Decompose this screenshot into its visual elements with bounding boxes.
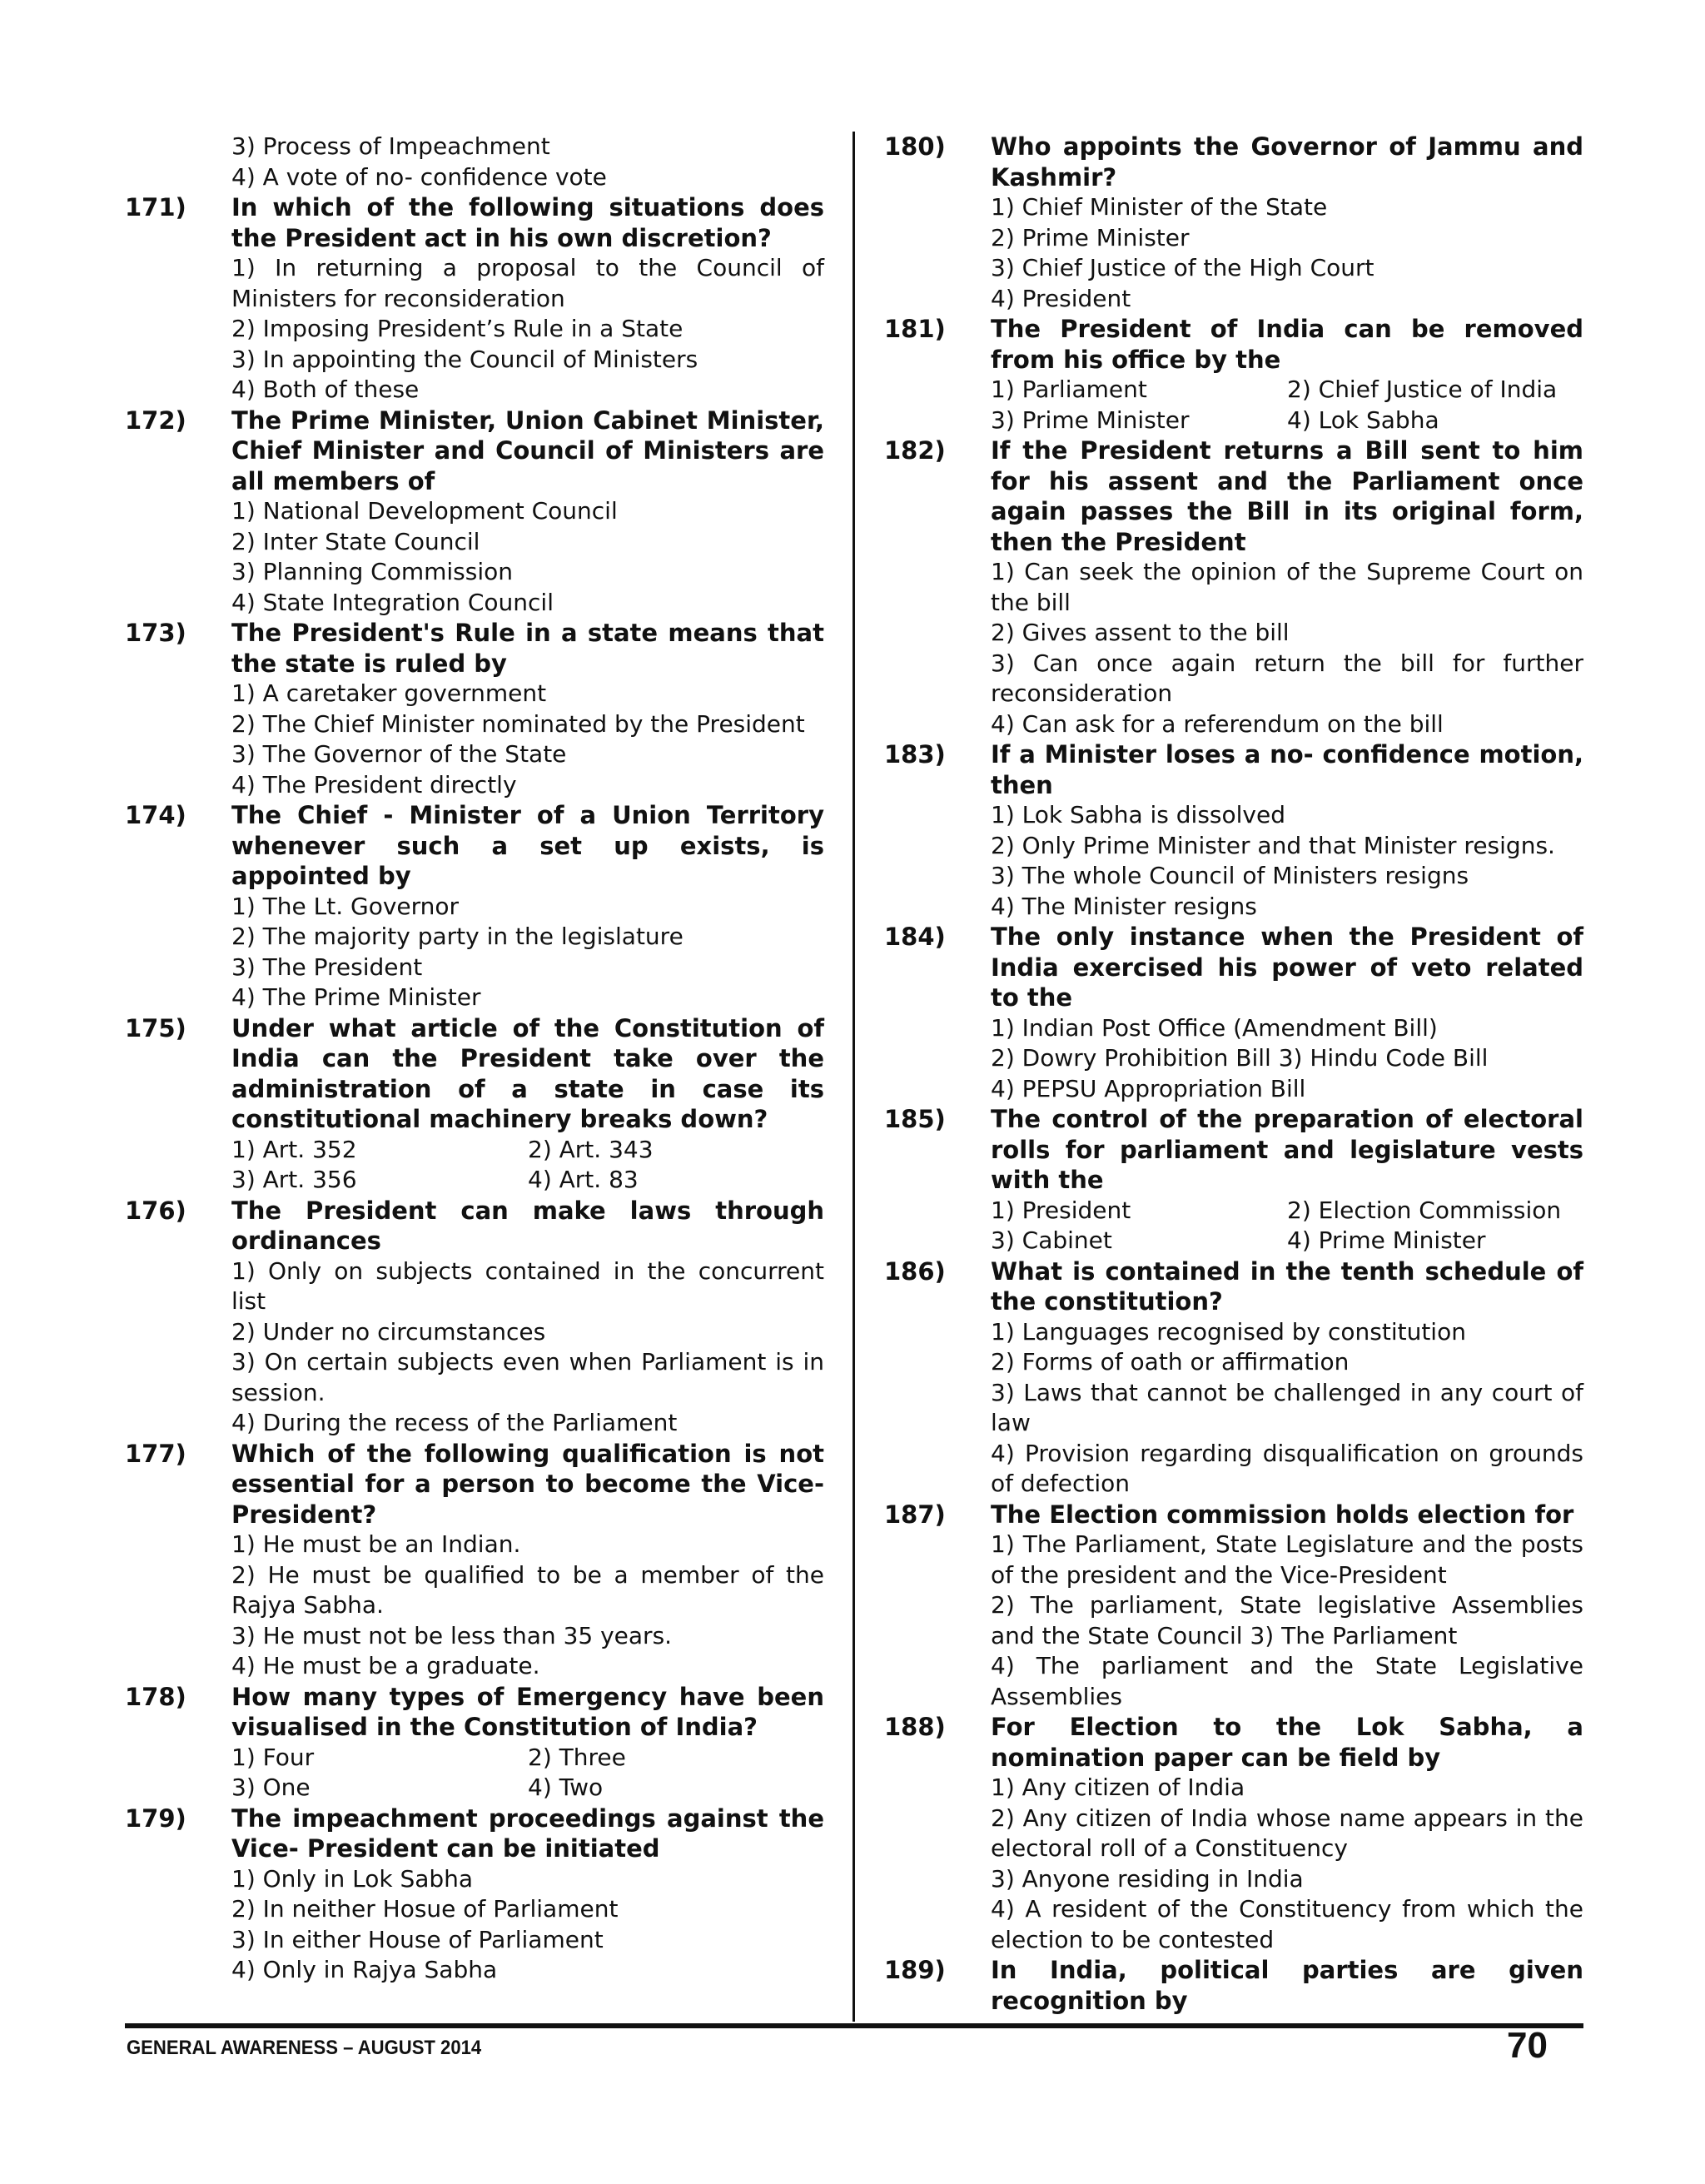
option-text: 3) One [231, 1774, 311, 1801]
option-text: 1) National Development Council [231, 497, 618, 525]
question-block [125, 1439, 824, 1682]
question-number: 176) [125, 1196, 186, 1225]
option-pair-row [231, 1165, 824, 1196]
question-number: 172) [125, 405, 186, 435]
option-text: 1) Only in Lok Sabha [231, 1864, 474, 1893]
question-number: 180) [884, 132, 946, 161]
question-number: 183) [884, 740, 946, 769]
option-text: 4) Art. 83 [528, 1166, 639, 1193]
question-block [125, 1803, 824, 1986]
option-text: 2) Prime Minister [991, 223, 1190, 251]
option-text: 3) In either House of Parliament [231, 1925, 604, 1953]
option-pair-row [991, 405, 1583, 436]
option-text: 3) The President [231, 953, 423, 981]
option-text: 3) Planning Commission [231, 558, 513, 585]
option-text: 3) Art. 356 [231, 1166, 357, 1193]
question-header [125, 192, 824, 253]
question-text: For Election to the Lok Sabha, a nomination paper can be field by [991, 1713, 1583, 1772]
question-block [125, 800, 824, 1013]
question-text: If the President returns a Bill sent to him for his assent and the Parliament once again passes the Bill in its original form, then the President [991, 436, 1583, 556]
option-text: 2) Under no circumstances [231, 1317, 546, 1346]
option-text: 1) Lok Sabha is dissolved [991, 801, 1285, 828]
question-text: Under what article of the Constitution of India can the President take over the administration of a state in case its constitutional machinery breaks down? [231, 1013, 824, 1133]
question-block [125, 192, 824, 405]
option-list [991, 1773, 1583, 1955]
option-text: 2) The parliament, State legislative Assemblies and the State Council 3) The Parliament [991, 1591, 1583, 1649]
option-list [991, 375, 1583, 435]
question-header [125, 618, 824, 679]
option-list [231, 1864, 824, 1986]
option-text: 4) Can ask for a referendum on the bill [991, 709, 1444, 738]
option-text: 1) President [991, 1196, 1131, 1224]
question-text: Who appoints the Governor of Jammu and Kashmir? [991, 132, 1583, 192]
question-header [884, 1955, 1583, 2016]
question-block [884, 435, 1583, 739]
option-text: 4) Lok Sabha [1287, 405, 1439, 434]
option-text: 1) Languages recognised by constitution [991, 1317, 1466, 1346]
question-text: The Chief - Minister of a Union Territory whenever such a set up exists, is appointed by [231, 801, 824, 890]
option-text: 3) In appointing the Council of Ministers [231, 345, 698, 373]
option-list [991, 1317, 1583, 1500]
option-text: 3) Laws that cannot be challenged in any court of law [991, 1378, 1583, 1436]
option-pair-row [231, 1773, 824, 1803]
footer-title: GENERAL AWARENESS – AUGUST 2014 [127, 2037, 482, 2059]
option-text: 4) State Integration Council [231, 588, 554, 616]
question-block [125, 1196, 824, 1439]
option-text: 1) Can seek the opinion of the Supreme Court on the bill [991, 558, 1583, 616]
option-text: 4) Prime Minister [1287, 1226, 1486, 1254]
footer-rule [125, 2023, 1583, 2028]
option-list [231, 496, 824, 618]
option-text: 1) The Lt. Governor [231, 892, 460, 920]
option-text: 3) The whole Council of Ministers resigns [991, 862, 1469, 889]
option-text: 2) Only Prime Minister and that Minister resigns. [991, 831, 1555, 859]
column-divider [852, 132, 855, 2022]
question-block [125, 1682, 824, 1803]
option-list [231, 1743, 824, 1803]
question-header [125, 1682, 824, 1743]
question-header [884, 1104, 1583, 1196]
question-header [884, 1712, 1583, 1773]
question-number: 174) [125, 801, 186, 829]
option-text: 4) Both of these [231, 376, 420, 403]
question-header [884, 1500, 1583, 1530]
option-text: 1) Art. 352 [231, 1135, 357, 1163]
question-header [125, 1803, 824, 1864]
option-list [991, 192, 1583, 314]
option-text: 2) In neither Hosue of Parliament [231, 1895, 619, 1923]
question-number: 189) [884, 1956, 946, 1984]
question-text: The President can make laws through ordinances [231, 1196, 824, 1255]
question-header [884, 1256, 1583, 1317]
question-number: 186) [884, 1256, 946, 1286]
question-header [884, 435, 1583, 557]
carry-over-options [231, 132, 824, 192]
right-column [884, 132, 1583, 2016]
option-list [231, 679, 824, 800]
option-text: 2) Gives assent to the bill [991, 619, 1290, 646]
question-number: 179) [125, 1803, 186, 1833]
question-number: 185) [884, 1105, 946, 1133]
option-text: 1) Indian Post Office (Amendment Bill) [991, 1013, 1438, 1042]
question-text: The control of the preparation of electoral rolls for parliament and legislature vests with the [991, 1105, 1583, 1194]
option-list [991, 1196, 1583, 1256]
option-text: 4) Provision regarding disqualification on grounds of defection [991, 1439, 1583, 1497]
question-block [884, 1256, 1583, 1500]
option-list [231, 892, 824, 1013]
option-text: 1) Any citizen of India [991, 1774, 1245, 1801]
question-number: 182) [884, 436, 946, 465]
question-header [884, 922, 1583, 1013]
option-list [991, 1530, 1583, 1712]
question-number: 178) [125, 1682, 186, 1711]
option-text: 1) In returning a proposal to the Council of Ministers for reconsideration [231, 254, 824, 312]
option-text: 4) Two [528, 1774, 604, 1801]
option-text: 2) Three [528, 1743, 626, 1771]
option-text: 3) On certain subjects even when Parliament is in session. [231, 1348, 824, 1406]
option-pair-row [231, 1135, 824, 1166]
option-text: 4) He must be a graduate. [231, 1652, 540, 1679]
option-text: 1) Chief Minister of the State [991, 193, 1328, 221]
option-text: 1) He must be an Indian. [231, 1530, 521, 1558]
option-list [991, 557, 1583, 739]
page-number: 70 [1507, 2025, 1548, 2066]
question-text: In which of the following situations does the President act in his own discretion? [231, 193, 824, 252]
question-text: The President of India can be removed from his office by the [991, 315, 1583, 374]
question-number: 175) [125, 1013, 186, 1042]
option-text: 1) The Parliament, State Legislature and the posts of the president and the Vice-President [991, 1530, 1583, 1589]
option-text: 3) Can once again return the bill for further reconsideration [991, 649, 1583, 707]
option-list [231, 1530, 824, 1682]
option-text: 3) He must not be less than 35 years. [231, 1621, 673, 1649]
question-block [884, 739, 1583, 922]
question-text: What is contained in the tenth schedule of the constitution? [991, 1256, 1583, 1316]
option-text: 4) During the recess of the Parliament [231, 1409, 678, 1436]
option-text: 4) PEPSU Appropriation Bill [991, 1074, 1306, 1102]
question-block [884, 1712, 1583, 1955]
option-text: 3) Chief Justice of the High Court [991, 254, 1374, 281]
option-text: 4) A vote of no- confidence vote [231, 162, 607, 191]
question-block [884, 132, 1583, 314]
left-column [125, 132, 824, 1986]
question-text: The Prime Minister, Union Cabinet Minister, Chief Minister and Council of Ministers are all members of [231, 405, 824, 495]
option-text: 4) A resident of the Constituency from which the election to be contested [991, 1895, 1583, 1953]
option-text: 3) The Governor of the State [231, 740, 567, 768]
question-block [884, 922, 1583, 1104]
question-text: The impeachment proceedings against the Vice- President can be initiated [231, 1803, 824, 1863]
option-text: 1) Only on subjects contained in the concurrent list [231, 1256, 824, 1315]
question-block [125, 405, 824, 619]
option-list [991, 800, 1583, 922]
question-number: 184) [884, 923, 946, 951]
option-text: 1) Four [231, 1743, 315, 1771]
option-text: 1) Parliament [991, 376, 1147, 403]
option-text: 2) Dowry Prohibition Bill 3) Hindu Code Bill [991, 1044, 1489, 1072]
option-text: 1) A caretaker government [231, 679, 547, 707]
question-block [884, 1500, 1583, 1713]
option-text: 3) Process of Impeachment [231, 132, 550, 160]
option-text: 4) The Minister resigns [991, 892, 1257, 920]
question-text: The only instance when the President of India exercised his power of veto related to the [991, 923, 1583, 1012]
question-text: Which of the following qualification is not essential for a person to become the Vice-President? [231, 1439, 824, 1529]
option-text: 2) He must be qualified to be a member of the Rajya Sabha. [231, 1560, 824, 1619]
option-text: 4) Only in Rajya Sabha [231, 1956, 498, 1983]
question-text: How many types of Emergency have been visualised in the Constitution of India? [231, 1682, 824, 1741]
option-pair-row [991, 1226, 1583, 1256]
option-text: 3) Prime Minister [991, 405, 1190, 434]
question-text: In India, political parties are given recognition by [991, 1956, 1583, 2015]
option-text: 3) Cabinet [991, 1226, 1112, 1254]
option-text: 2) Any citizen of India whose name appears in the electoral roll of a Constituency [991, 1803, 1583, 1862]
question-number: 173) [125, 619, 186, 647]
question-header [125, 1013, 824, 1135]
option-text: 2) Chief Justice of India [1287, 376, 1558, 403]
question-text: The Election commission holds election for [991, 1500, 1574, 1529]
option-list [231, 1135, 824, 1196]
question-header [884, 739, 1583, 800]
question-number: 187) [884, 1500, 946, 1529]
question-number: 188) [884, 1713, 946, 1741]
question-number: 177) [125, 1439, 186, 1468]
option-list [991, 1013, 1583, 1105]
option-text: 2) The Chief Minister nominated by the President [231, 709, 805, 738]
option-text: 2) Art. 343 [528, 1135, 654, 1163]
option-text: 2) Forms of oath or affirmation [991, 1348, 1350, 1376]
option-text: 4) The President directly [231, 770, 517, 798]
question-text: The President's Rule in a state means that the state is ruled by [231, 619, 824, 678]
option-pair-row [991, 1196, 1583, 1226]
option-text: 2) Election Commission [1287, 1196, 1562, 1224]
question-block [125, 1013, 824, 1196]
question-header [884, 132, 1583, 192]
option-text: 2) Inter State Council [231, 527, 480, 555]
option-text: 3) Anyone residing in India [991, 1864, 1304, 1893]
option-text: 2) Imposing President’s Rule in a State [231, 315, 683, 342]
option-text: 4) President [991, 284, 1131, 312]
question-block [884, 314, 1583, 435]
question-header [125, 800, 824, 892]
question-header [125, 1439, 824, 1530]
question-number: 171) [125, 193, 186, 221]
question-header [125, 405, 824, 497]
option-pair-row [991, 375, 1583, 405]
option-text: 2) The majority party in the legislature [231, 923, 683, 950]
question-block [884, 1955, 1583, 2016]
question-block [125, 618, 824, 800]
option-pair-row [231, 1743, 824, 1774]
question-header [125, 1196, 824, 1256]
option-text: 4) The parliament and the State Legislative Assemblies [991, 1652, 1583, 1710]
question-header [884, 314, 1583, 375]
question-text: If a Minister loses a no- confidence motion, then [991, 740, 1583, 799]
question-number: 181) [884, 315, 946, 343]
option-text: 4) The Prime Minister [231, 983, 481, 1011]
option-list [231, 253, 824, 405]
question-block [884, 1104, 1583, 1256]
option-list [231, 1256, 824, 1439]
